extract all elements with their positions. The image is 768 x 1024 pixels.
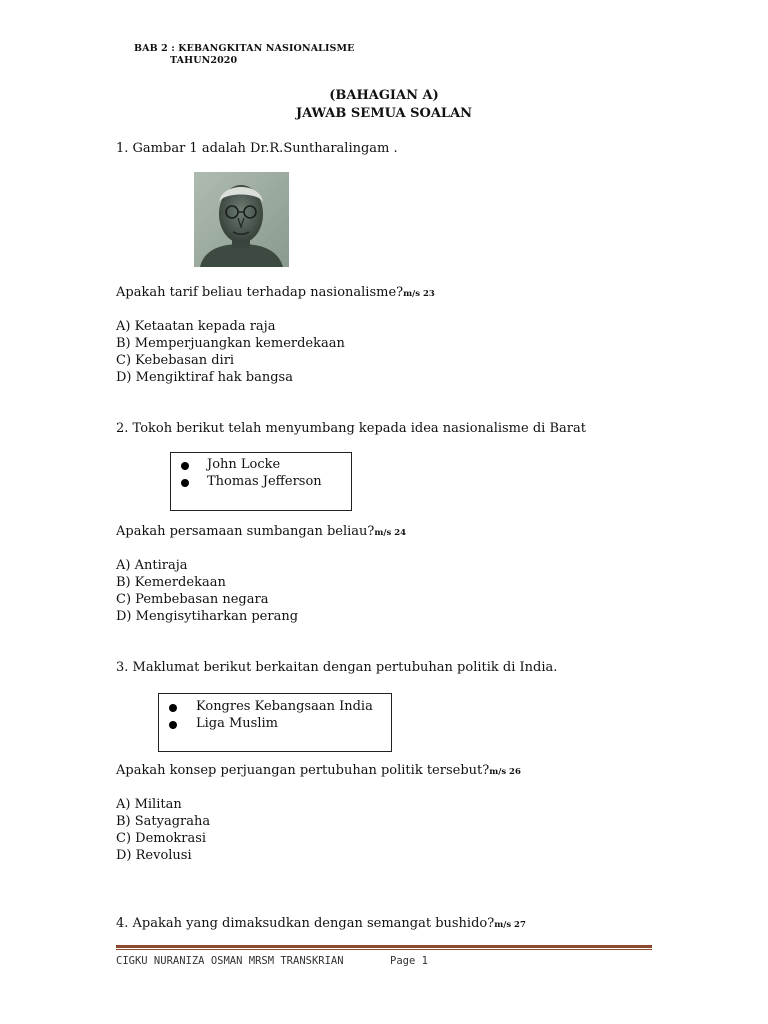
footer-rule-thin	[116, 949, 652, 950]
bullet-label: Liga Muslim	[196, 716, 278, 731]
question-1-prompt	[116, 285, 435, 300]
page-number: Page 1	[390, 955, 428, 967]
bullet-item	[169, 699, 373, 714]
option-1c: C) Kebebasan diri	[116, 353, 235, 368]
bullet-box	[158, 693, 392, 752]
question-3-prompt	[116, 763, 521, 778]
question-2-prompt	[116, 524, 406, 539]
section-title: (BAHAGIAN A)	[329, 88, 439, 103]
page-reference: m/s 24	[374, 528, 407, 538]
bullet-label: John Locke	[207, 457, 281, 472]
bullet-label: Kongres Kebangsaan India	[196, 699, 373, 714]
footer-rule	[116, 945, 652, 948]
question-4-text	[116, 916, 526, 931]
bullet-icon	[181, 479, 189, 487]
option-3a: A) Militan	[116, 797, 182, 812]
question-4-prompt-text: 4. Apakah yang dimaksudkan dengan semangat bushido?	[116, 916, 495, 931]
option-1b: B) Memperjuangkan kemerdekaan	[116, 336, 345, 351]
bullet-box	[170, 452, 352, 511]
question-2-prompt-text: Apakah persamaan sumbangan beliau?	[116, 524, 375, 539]
option-3b: B) Satyagraha	[116, 814, 211, 829]
option-2a: A) Antiraja	[116, 558, 188, 573]
option-2b: B) Kemerdekaan	[116, 575, 226, 590]
footer-author: CIGKU NURANIZA OSMAN MRSM TRANSKRIAN	[116, 955, 344, 967]
bullet-item	[169, 716, 278, 731]
bullet-item	[181, 457, 280, 472]
option-1a: A) Ketaatan kepada raja	[116, 319, 276, 334]
option-2c: C) Pembebasan negara	[116, 592, 269, 607]
bullet-icon	[169, 704, 177, 712]
bullet-label: Thomas Jefferson	[207, 474, 322, 489]
option-3c: C) Demokrasi	[116, 831, 207, 846]
page-reference: m/s 23	[403, 289, 435, 299]
section-instruction: JAWAB SEMUA SOALAN	[295, 106, 473, 121]
option-2d: D) Mengisytiharkan perang	[116, 609, 299, 624]
chapter-header: BAB 2 : KEBANGKITAN NASIONALISME	[134, 43, 355, 54]
option-1d: D) Mengiktiraf hak bangsa	[116, 370, 293, 385]
question-3-prompt-text: Apakah konsep perjuangan pertubuhan politik tersebut?	[116, 763, 490, 778]
question-3-text: 3. Maklumat berikut berkaitan dengan pertubuhan politik di India.	[116, 660, 558, 675]
page-reference: m/s 27	[494, 920, 526, 930]
portrait-image	[194, 172, 289, 267]
question-1-prompt-text: Apakah tarif beliau terhadap nasionalisme?	[116, 285, 404, 300]
question-2-text: 2. Tokoh berikut telah menyumbang kepada idea nasionalisme di Barat	[116, 421, 586, 436]
bullet-item	[181, 474, 322, 489]
bullet-icon	[169, 721, 177, 729]
question-1-text: 1. Gambar 1 adalah Dr.R.Suntharalingam .	[116, 141, 398, 156]
option-3d: D) Revolusi	[116, 848, 192, 863]
year-header: TAHUN2020	[170, 55, 238, 66]
page-reference: m/s 26	[489, 767, 521, 777]
bullet-icon	[181, 462, 189, 470]
